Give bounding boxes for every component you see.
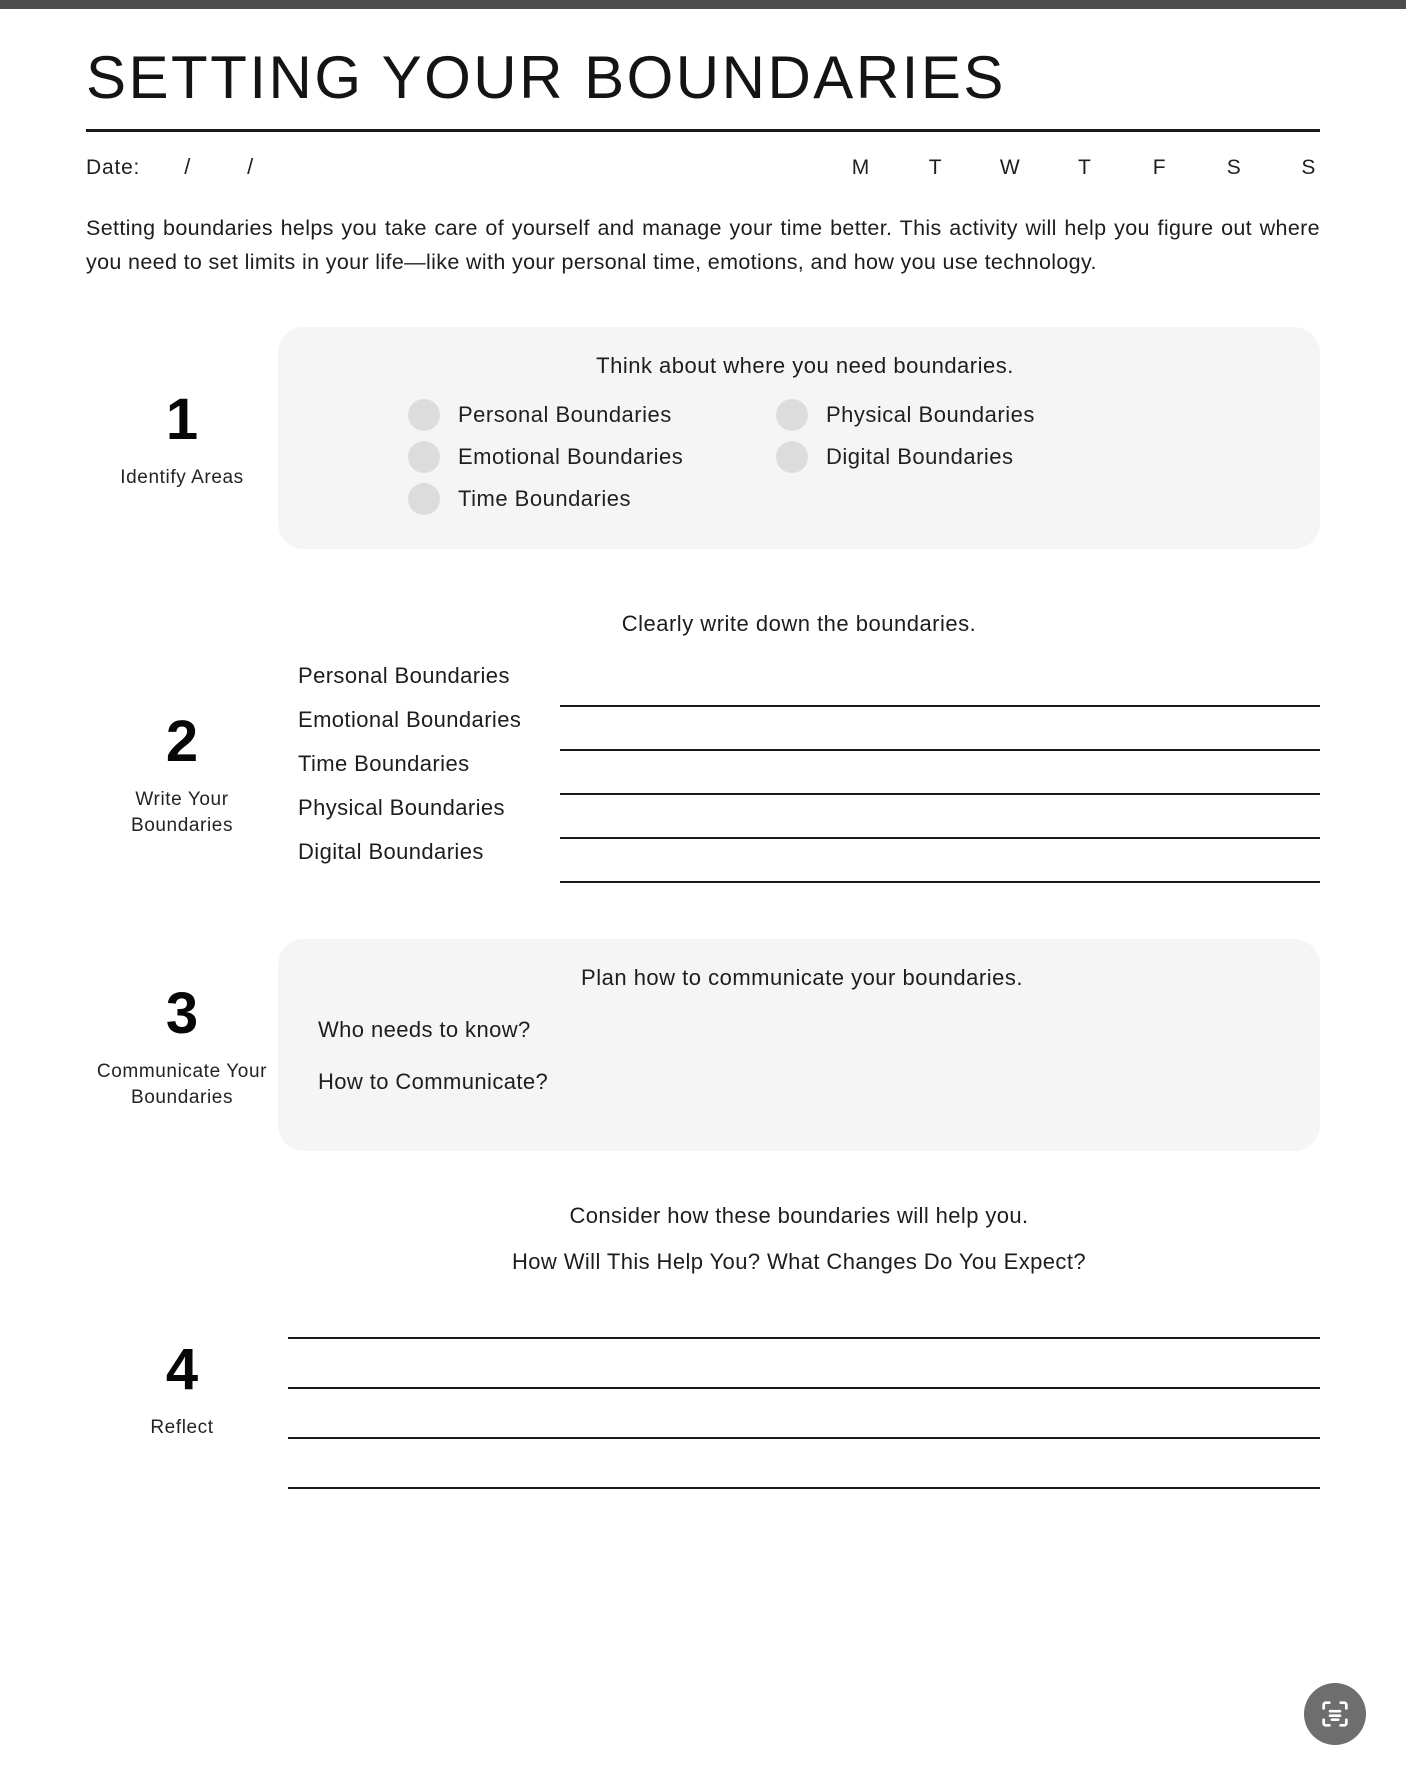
- reflect-line[interactable]: [288, 1487, 1320, 1489]
- step-3-number: 3: [165, 981, 199, 1047]
- step-2-label: Write Your Boundaries: [130, 789, 234, 837]
- date-slash-2: /: [247, 154, 255, 179]
- write-row-label: Physical Boundaries: [298, 795, 505, 821]
- meta-row: [86, 154, 1320, 180]
- checklist-label: Emotional Boundaries: [458, 444, 684, 470]
- question-how-to-communicate[interactable]: How to Communicate?: [318, 1069, 549, 1095]
- weekday-saturday[interactable]: S: [1226, 156, 1242, 179]
- step-1-panel: [278, 327, 1320, 549]
- checkbox-circle-icon[interactable]: [776, 399, 808, 431]
- step-3-panel: [278, 939, 1320, 1151]
- document-scan-glyph: [1318, 1697, 1352, 1731]
- step-4-marker: [86, 1303, 278, 1441]
- write-row-time: [298, 751, 1320, 795]
- step-3-label: Communicate Your Boundaries: [96, 1061, 268, 1109]
- step-2-write-boundaries: [86, 663, 1320, 883]
- write-row-digital: [298, 839, 1320, 883]
- title-divider: [86, 129, 1320, 132]
- weekday-thursday[interactable]: T: [1078, 156, 1092, 179]
- weekday-selector[interactable]: [850, 156, 1320, 180]
- step-2-number: 2: [165, 709, 199, 775]
- checklist-item-personal[interactable]: [408, 399, 776, 431]
- step-4-headings: [86, 1203, 1320, 1275]
- weekday-tuesday[interactable]: T: [928, 156, 943, 179]
- step-4-subheading: How Will This Help You? What Changes Do You Expect?: [512, 1249, 1086, 1275]
- step-2-marker: [86, 663, 278, 883]
- reflect-answer-lines: [278, 1303, 1320, 1489]
- checklist-item-emotional[interactable]: [408, 441, 776, 473]
- write-row-label: Time Boundaries: [298, 751, 470, 777]
- step-4-heading: Consider how these boundaries will help you.: [569, 1203, 1029, 1229]
- worksheet-sheet: [0, 9, 1406, 1777]
- checklist-label: Personal Boundaries: [458, 402, 672, 428]
- write-row-input-line[interactable]: [560, 881, 1320, 883]
- step-3-marker: [86, 939, 278, 1151]
- step-1-label: Identify Areas: [120, 467, 244, 489]
- checklist-label: Physical Boundaries: [826, 402, 1035, 428]
- step-1-number: 1: [165, 387, 199, 453]
- date-field[interactable]: [86, 154, 310, 180]
- weekday-wednesday[interactable]: W: [999, 156, 1021, 179]
- reflect-line[interactable]: [288, 1437, 1320, 1439]
- checklist-label: Digital Boundaries: [826, 444, 1014, 470]
- checklist-item-physical[interactable]: [776, 399, 1280, 431]
- checkbox-circle-icon[interactable]: [776, 441, 808, 473]
- app-top-bar: [0, 0, 1406, 9]
- step-4-label: Reflect: [150, 1417, 214, 1439]
- checklist-label: Time Boundaries: [458, 486, 631, 512]
- step-3-heading: Plan how to communicate your boundaries.: [581, 965, 1023, 991]
- weekday-monday[interactable]: M: [851, 156, 871, 179]
- write-row-label: Personal Boundaries: [298, 663, 510, 689]
- step-4-reflect: [86, 1303, 1320, 1489]
- write-row-label: Emotional Boundaries: [298, 707, 522, 733]
- step-1-identify-areas: [86, 327, 1320, 549]
- page-title: SETTING YOUR BOUNDARIES: [86, 44, 1006, 111]
- weekday-sunday[interactable]: S: [1301, 156, 1317, 179]
- reflect-line[interactable]: [288, 1337, 1320, 1339]
- boundary-write-list: [278, 663, 1320, 883]
- step-1-heading: Think about where you need boundaries.: [596, 353, 1014, 379]
- checkbox-circle-icon[interactable]: [408, 483, 440, 515]
- date-label: Date:: [86, 156, 141, 179]
- checkbox-circle-icon[interactable]: [408, 399, 440, 431]
- step-1-marker: [86, 327, 278, 549]
- write-row-emotional: [298, 707, 1320, 751]
- step-3-communicate-boundaries: [86, 939, 1320, 1151]
- step-4-number: 4: [165, 1337, 199, 1403]
- question-who-needs-to-know[interactable]: Who needs to know?: [318, 1017, 531, 1043]
- boundary-checklist: [330, 399, 1280, 515]
- reflect-line[interactable]: [288, 1387, 1320, 1389]
- checklist-item-time[interactable]: [408, 483, 776, 515]
- write-row-personal: [298, 663, 1320, 707]
- write-row-label: Digital Boundaries: [298, 839, 484, 865]
- checklist-item-digital[interactable]: [776, 441, 1280, 473]
- step-2-heading: Clearly write down the boundaries.: [621, 611, 977, 637]
- intro-paragraph: Setting boundaries helps you take care of yourself and manage your time better. This activity will help you figure out where you need to set limits in your life—like with your personal time, emotions, and how you use technology.: [86, 216, 1320, 274]
- date-slash-1: /: [184, 154, 192, 179]
- write-row-physical: [298, 795, 1320, 839]
- weekday-friday[interactable]: F: [1152, 156, 1167, 179]
- document-scan-icon[interactable]: [1304, 1683, 1366, 1745]
- checkbox-circle-icon[interactable]: [408, 441, 440, 473]
